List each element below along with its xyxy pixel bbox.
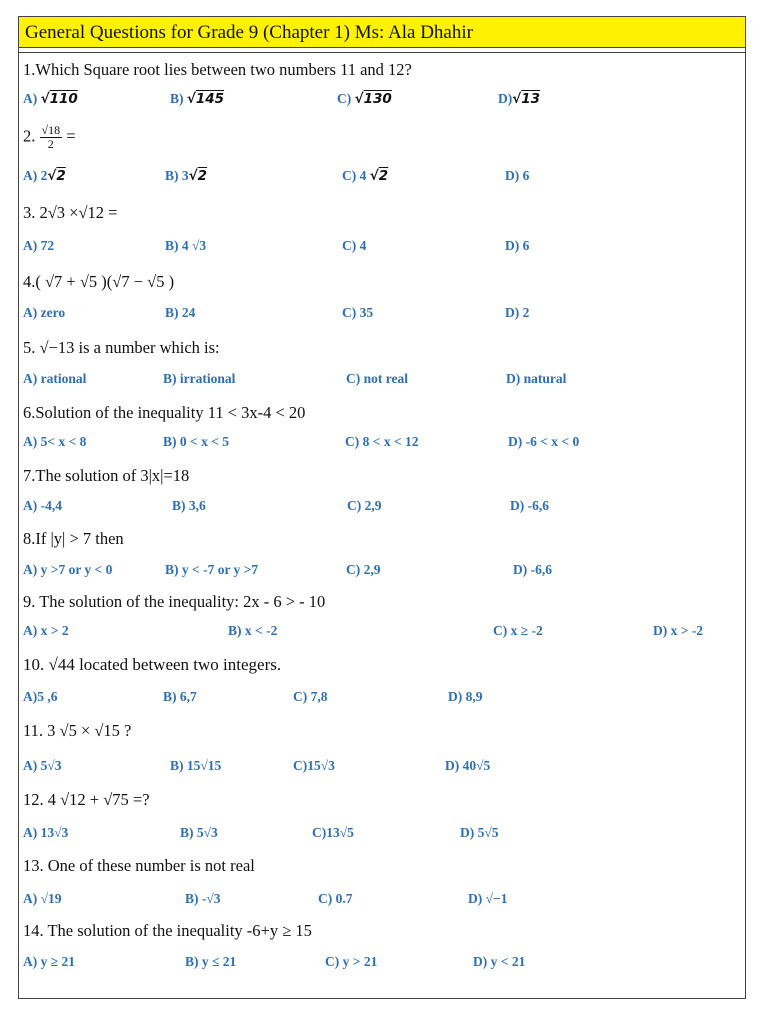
question-4-stem: 4.( √7 + √5 )(√7 − √5 )	[23, 272, 175, 291]
question-14-option-b[interactable]: B) y ≤ 21	[185, 954, 237, 969]
question-10-stem: 10. √44 located between two integers.	[23, 655, 282, 674]
equals-sign: =	[66, 126, 76, 146]
question-13-option-a[interactable]: A) √19	[23, 891, 62, 906]
question-10-option-a[interactable]: A)5 ,6	[23, 689, 58, 704]
question-8-option-a[interactable]: A) y >7 or y < 0	[23, 562, 113, 577]
option-label: A) 2	[23, 168, 48, 183]
page-title: General Questions for Grade 9 (Chapter 1) Ms: Ala Dhahir	[18, 16, 746, 48]
question-7-option-d[interactable]: D) -6,6	[510, 498, 549, 513]
question-2-stem	[23, 124, 76, 151]
question-9-option-a[interactable]: A) x > 2	[23, 623, 69, 638]
question-number: 2.	[23, 126, 36, 146]
question-10-option-c[interactable]: C) 7,8	[293, 689, 328, 704]
radicand: 110	[49, 91, 78, 107]
question-5-option-b[interactable]: B) irrational	[163, 371, 236, 386]
question-12-stem: 12. 4 √12 + √75 =?	[23, 790, 150, 809]
question-10-option-d[interactable]: D) 8,9	[448, 689, 483, 704]
question-10-option-b[interactable]: B) 6,7	[163, 689, 197, 704]
question-4-option-a[interactable]: A) zero	[23, 305, 66, 320]
question-3-option-a[interactable]: A) 72	[23, 238, 55, 253]
question-4-option-c[interactable]: C) 35	[342, 305, 374, 320]
fraction	[40, 124, 63, 151]
question-6-option-a[interactable]: A) 5< x < 8	[23, 434, 87, 449]
question-14-option-a[interactable]: A) y ≥ 21	[23, 954, 76, 969]
radicand: 130	[363, 91, 392, 107]
question-8-option-b[interactable]: B) y < -7 or y >7	[165, 562, 259, 577]
radicand: 2	[56, 168, 66, 184]
question-1-option-a[interactable]	[23, 91, 78, 107]
handwritten-root: √2	[47, 168, 66, 184]
question-3-option-b[interactable]: B) 4 √3	[165, 238, 207, 253]
question-6-stem: 6.Solution of the inequality 11 < 3x-4 < 20	[23, 403, 306, 422]
question-8-option-d[interactable]: D) -6,6	[513, 562, 552, 577]
question-5-stem: 5. √−13 is a number which is:	[23, 338, 220, 357]
option-label: D)	[498, 91, 513, 106]
option-label: A)	[23, 91, 38, 106]
question-12-option-d[interactable]: D) 5√5	[460, 825, 499, 840]
radicand: 13	[521, 91, 541, 107]
question-14-option-c[interactable]: C) y > 21	[325, 954, 378, 969]
question-8-option-c[interactable]: C) 2,9	[346, 562, 381, 577]
question-11-option-c[interactable]: C)15√3	[293, 758, 335, 773]
radicand: 2	[378, 168, 389, 184]
handwritten-root: √130	[354, 91, 392, 107]
question-8-stem: 8.If |y| > 7 then	[23, 529, 124, 548]
question-5-option-d[interactable]: D) natural	[506, 371, 567, 386]
question-14-option-d[interactable]: D) y < 21	[473, 954, 526, 969]
question-13-option-b[interactable]: B) -√3	[185, 891, 221, 906]
handwritten-root: √2	[188, 168, 208, 184]
fraction-denominator: 2	[47, 137, 54, 151]
option-label: C) 4	[342, 168, 367, 183]
radicand: 145	[195, 91, 225, 107]
question-4-option-d[interactable]: D) 2	[505, 305, 530, 320]
handwritten-root: √2	[369, 168, 389, 184]
question-2-option-d[interactable]: D) 6	[505, 168, 530, 183]
fraction-numerator: √18	[41, 123, 61, 137]
question-6-option-b[interactable]: B) 0 < x < 5	[163, 434, 230, 449]
question-13-stem: 13. One of these number is not real	[23, 856, 255, 875]
question-7-stem: 7.The solution of 3|x|=18	[23, 466, 190, 485]
question-9-option-b[interactable]: B) x < -2	[228, 623, 278, 638]
handwritten-root: √145	[186, 91, 225, 107]
question-13-option-c[interactable]: C) 0.7	[318, 891, 353, 906]
radicand: 2	[197, 168, 208, 184]
question-1-option-c[interactable]	[337, 91, 392, 107]
question-1-option-b[interactable]	[170, 91, 224, 107]
option-label: C)	[337, 91, 352, 106]
question-2-option-c[interactable]	[342, 168, 388, 184]
question-3-option-c[interactable]: C) 4	[342, 238, 367, 253]
question-11-stem: 11. 3 √5 × √15 ?	[23, 721, 132, 740]
question-5-option-a[interactable]: A) rational	[23, 371, 87, 386]
question-12-option-b[interactable]: B) 5√3	[180, 825, 218, 840]
question-9-option-d[interactable]: D) x > -2	[653, 623, 704, 638]
question-2-option-a[interactable]	[23, 168, 66, 184]
question-5-option-c[interactable]: C) not real	[346, 371, 408, 386]
question-1-option-d[interactable]	[498, 91, 540, 107]
question-9-stem: 9. The solution of the inequality: 2x - 6 > - 10	[23, 592, 326, 611]
question-2-option-b[interactable]	[165, 168, 207, 184]
handwritten-root: √110	[40, 91, 78, 107]
question-11-option-a[interactable]: A) 5√3	[23, 758, 62, 773]
question-12-option-a[interactable]: A) 13√3	[23, 825, 69, 840]
question-9-option-c[interactable]: C) x ≥ -2	[493, 623, 543, 638]
question-13-option-d[interactable]: D) √−1	[468, 891, 508, 906]
question-7-option-c[interactable]: C) 2,9	[347, 498, 382, 513]
question-1-stem: 1.Which Square root lies between two numbers 11 and 12?	[23, 60, 412, 79]
question-6-option-c[interactable]: C) 8 < x < 12	[345, 434, 419, 449]
question-3-option-d[interactable]: D) 6	[505, 238, 530, 253]
question-3-stem: 3. 2√3 ×√12 =	[23, 203, 118, 222]
question-7-option-a[interactable]: A) -4,4	[23, 498, 62, 513]
document-frame	[18, 16, 746, 999]
question-12-option-c[interactable]: C)13√5	[312, 825, 354, 840]
option-label: B)	[170, 91, 184, 106]
question-6-option-d[interactable]: D) -6 < x < 0	[508, 434, 580, 449]
question-11-option-d[interactable]: D) 40√5	[445, 758, 491, 773]
question-4-option-b[interactable]: B) 24	[165, 305, 196, 320]
question-7-option-b[interactable]: B) 3,6	[172, 498, 206, 513]
handwritten-root: √13	[512, 91, 541, 107]
question-14-stem: 14. The solution of the inequality -6+y ≥ 15	[23, 921, 312, 940]
option-label: B) 3	[165, 168, 189, 183]
question-11-option-b[interactable]: B) 15√15	[170, 758, 222, 773]
title-divider	[18, 52, 746, 53]
